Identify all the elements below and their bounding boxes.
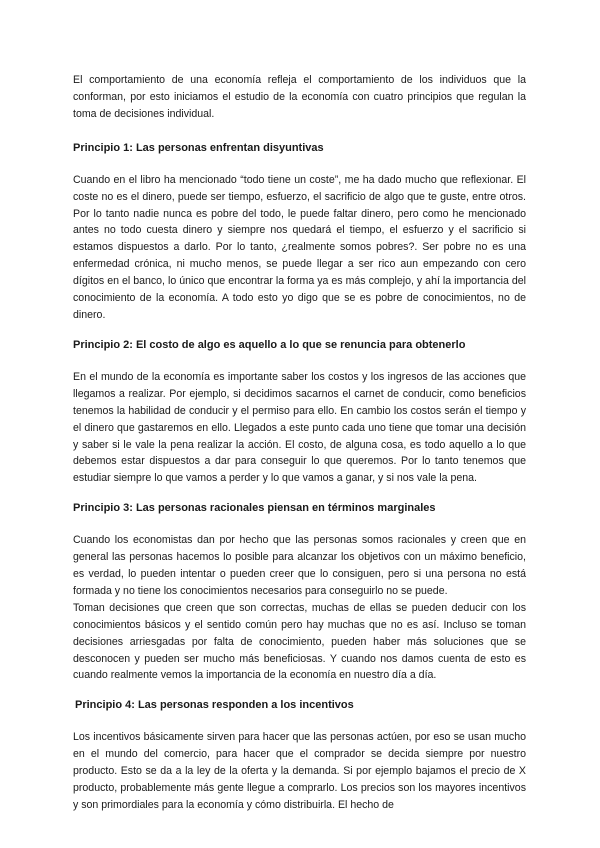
body-paragraph: Los incentivos básicamente sirven para hacer que las personas actúen, por eso se usan mucho en el mundo del comercio, para hacer que el comprador se decida siempre por nuestro producto. Esto se da a la ley de la oferta y la demanda. Si por ejemplo bajamos el precio de X producto, probablemente más gente llegue a comprarlo. Los precios son los mayores incentivos y son primordiales para la economía y cómo distribuirla. El hecho de (73, 731, 526, 811)
principle-4-body (73, 729, 526, 814)
body-paragraph: Toman decisiones que creen que son correctas, muchas de ellas se pueden deducir con los conocimientos básicos y el sentido común pero hay muchas que no es así. Incluso se toman decisiones arriesgadas por falta de conocimiento, pueden haber más soluciones que se desconocen y pueden ser mucho más beneficiosas. Y cuando nos damos cuenta de esto es cuando realmente vemos la importancia de la economía en nuestro día a día. (73, 601, 526, 682)
body-paragraph: En el mundo de la economía es importante saber los costos y los ingresos de las acciones que llegamos a realizar. Por ejemplo, si decidimos sacarnos el carnet de conducir, como beneficios tenemos la habilidad de conducir y el permiso para ello. En cambio los costos serán el tiempo y el dinero que gastaremos en ello. Llegados a este punto cada uno tiene que tomar una decisión y saber si le vale la pena realizar la acción. El costo, de alguna cosa, es todo aquello a lo que debemos estar dispuestos a dar para conseguir lo que queremos. Por lo tanto tenemos que estudiar siempre lo que vamos a perder y lo que vamos a ganar, y si nos vale la pena. (73, 370, 526, 485)
document-page (73, 72, 526, 827)
principle-1-heading: Principio 1: Las personas enfrentan disyuntivas (73, 141, 324, 154)
principle-1-body (73, 172, 526, 324)
principle-2-body (73, 369, 526, 487)
body-paragraph: Cuando en el libro ha mencionado “todo tiene un coste”, me ha dado mucho que reflexionar. El coste no es el dinero, puede ser tiempo, esfuerzo, el sacrificio de algo que te guste, entre otros. Por lo tanto nadie nunca es pobre del todo, le puede faltar dinero, pero como he mencionado antes no todo cuesta dinero y siempre nos quedará el tiempo, el esfuerzo y el sacrificio si estamos dispuestos a darlo. Por lo tanto, ¿realmente somos pobres?. Ser pobre no es una enfermedad crónica, ni mucho menos, se puede llegar a ser rico aun empezando con cero dígitos en el banco, lo único que encontrar la forma ya es más complejo, y ahí la importancia del conocimiento de la economía. A todo esto yo digo que se es pobre de conocimientos, no de dinero. (73, 173, 526, 321)
principle-2-heading: Principio 2: El costo de algo es aquello a lo que se renuncia para obtenerlo (73, 338, 466, 351)
intro-paragraph: El comportamiento de una economía refleja el comportamiento de los individuos que la conforman, por esto iniciamos el estudio de la economía con cuatro principios que regulan la toma de decisiones individual. (73, 74, 526, 120)
principle-4-heading: Principio 4: Las personas responden a los incentivos (75, 699, 354, 712)
principle-3-body (73, 532, 526, 684)
principle-3-heading: Principio 3: Las personas racionales piensan en términos marginales (73, 502, 436, 515)
body-paragraph: Cuando los economistas dan por hecho que las personas somos racionales y creen que en general las personas hacemos lo posible para alcanzar los objetivos con un máximo beneficio, es verdad, lo pueden intentar o pueden creer que lo consiguen, pero si una persona no está formada y no tiene los conocimientos necesarios para conseguirlo no se puede. (73, 534, 526, 597)
